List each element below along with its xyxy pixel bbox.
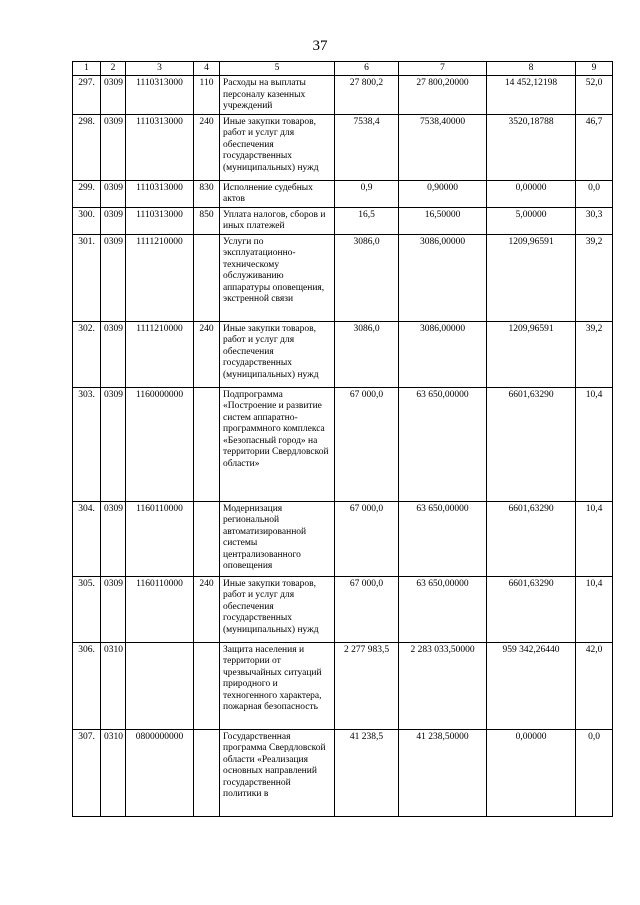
budget-table xyxy=(72,61,613,817)
table-row xyxy=(73,76,613,115)
row-number-cell: 301. xyxy=(73,234,101,321)
target-article-cell: 1110313000 xyxy=(126,180,194,207)
item-name-cell: Подпрограмма «Построение и развитие систем аппаратно-программного комплекса «Безопасный город» на территории Свердловской области» xyxy=(220,387,335,501)
item-name-cell: Иные закупки товаров, работ и услуг для обеспечения государственных (муниципальных) нужд xyxy=(220,114,335,180)
executed-amount-cell: 3520,18788 xyxy=(487,114,576,180)
table-row xyxy=(73,207,613,234)
approved-amount-cell: 63 650,00000 xyxy=(399,576,487,642)
executed-amount-cell: 1209,96591 xyxy=(487,321,576,387)
table-row xyxy=(73,501,613,576)
execution-percent-cell: 42,0 xyxy=(576,642,613,729)
table-row xyxy=(73,114,613,180)
row-number-cell: 305. xyxy=(73,576,101,642)
approved-amount-cell: 63 650,00000 xyxy=(399,501,487,576)
plan-amount-cell: 67 000,0 xyxy=(335,387,399,501)
row-number-cell: 307. xyxy=(73,729,101,816)
expense-type-cell: 240 xyxy=(194,114,220,180)
approved-amount-cell: 63 650,00000 xyxy=(399,387,487,501)
approved-amount-cell: 2 283 033,50000 xyxy=(399,642,487,729)
approved-amount-cell: 27 800,20000 xyxy=(399,76,487,115)
execution-percent-cell: 46,7 xyxy=(576,114,613,180)
executed-amount-cell: 6601,63290 xyxy=(487,387,576,501)
target-article-cell: 1160110000 xyxy=(126,576,194,642)
expense-type-cell xyxy=(194,234,220,321)
page-number: 37 xyxy=(312,38,328,54)
expense-type-cell xyxy=(194,387,220,501)
item-name-cell: Иные закупки товаров, работ и услуг для обеспечения государственных (муниципальных) нужд xyxy=(220,321,335,387)
row-number-cell: 304. xyxy=(73,501,101,576)
executed-amount-cell: 959 342,26440 xyxy=(487,642,576,729)
section-code-cell: 0309 xyxy=(101,234,126,321)
table-row xyxy=(73,234,613,321)
execution-percent-cell: 0,0 xyxy=(576,729,613,816)
table-row xyxy=(73,729,613,816)
column-header: 8 xyxy=(487,62,576,76)
target-article-cell: 1110313000 xyxy=(126,76,194,115)
item-name-cell: Уплата налогов, сборов и иных платежей xyxy=(220,207,335,234)
approved-amount-cell: 3086,00000 xyxy=(399,321,487,387)
plan-amount-cell: 3086,0 xyxy=(335,321,399,387)
section-code-cell: 0309 xyxy=(101,501,126,576)
plan-amount-cell: 67 000,0 xyxy=(335,501,399,576)
row-number-cell: 303. xyxy=(73,387,101,501)
target-article-cell: 1110313000 xyxy=(126,114,194,180)
expense-type-cell: 110 xyxy=(194,76,220,115)
row-number-cell: 298. xyxy=(73,114,101,180)
item-name-cell: Защита населения и территории от чрезвычайных ситуаций природного и техногенного характера, пожарная безопасность xyxy=(220,642,335,729)
row-number-cell: 306. xyxy=(73,642,101,729)
section-code-cell: 0309 xyxy=(101,207,126,234)
execution-percent-cell: 39,2 xyxy=(576,234,613,321)
row-number-cell: 300. xyxy=(73,207,101,234)
plan-amount-cell: 3086,0 xyxy=(335,234,399,321)
approved-amount-cell: 16,50000 xyxy=(399,207,487,234)
item-name-cell: Услуги по эксплуатационно-техническому обслуживанию аппаратуры оповещения, экстренной связи xyxy=(220,234,335,321)
expense-type-cell xyxy=(194,501,220,576)
row-number-cell: 297. xyxy=(73,76,101,115)
item-name-cell: Расходы на выплаты персоналу казенных учреждений xyxy=(220,76,335,115)
row-number-cell: 302. xyxy=(73,321,101,387)
section-code-cell: 0309 xyxy=(101,576,126,642)
execution-percent-cell: 10,4 xyxy=(576,576,613,642)
approved-amount-cell: 7538,40000 xyxy=(399,114,487,180)
section-code-cell: 0310 xyxy=(101,729,126,816)
executed-amount-cell: 0,00000 xyxy=(487,180,576,207)
approved-amount-cell: 3086,00000 xyxy=(399,234,487,321)
section-code-cell: 0309 xyxy=(101,321,126,387)
plan-amount-cell: 67 000,0 xyxy=(335,576,399,642)
executed-amount-cell: 6601,63290 xyxy=(487,501,576,576)
expense-type-cell: 850 xyxy=(194,207,220,234)
item-name-cell: Иные закупки товаров, работ и услуг для обеспечения государственных (муниципальных) нужд xyxy=(220,576,335,642)
plan-amount-cell: 0,9 xyxy=(335,180,399,207)
executed-amount-cell: 1209,96591 xyxy=(487,234,576,321)
expense-type-cell: 240 xyxy=(194,576,220,642)
expense-type-cell: 240 xyxy=(194,321,220,387)
table-row xyxy=(73,387,613,501)
column-header: 7 xyxy=(399,62,487,76)
target-article-cell: 1160110000 xyxy=(126,501,194,576)
table-row xyxy=(73,180,613,207)
row-number-cell: 299. xyxy=(73,180,101,207)
plan-amount-cell: 27 800,2 xyxy=(335,76,399,115)
plan-amount-cell: 41 238,5 xyxy=(335,729,399,816)
execution-percent-cell: 0,0 xyxy=(576,180,613,207)
column-header: 6 xyxy=(335,62,399,76)
column-number-row xyxy=(73,62,613,76)
section-code-cell: 0309 xyxy=(101,76,126,115)
column-header: 5 xyxy=(220,62,335,76)
item-name-cell: Модернизация региональной автоматизированной системы централизованного оповещения xyxy=(220,501,335,576)
plan-amount-cell: 7538,4 xyxy=(335,114,399,180)
executed-amount-cell: 5,00000 xyxy=(487,207,576,234)
plan-amount-cell: 2 277 983,5 xyxy=(335,642,399,729)
executed-amount-cell: 0,00000 xyxy=(487,729,576,816)
column-header: 2 xyxy=(101,62,126,76)
section-code-cell: 0310 xyxy=(101,642,126,729)
column-header: 3 xyxy=(126,62,194,76)
execution-percent-cell: 52,0 xyxy=(576,76,613,115)
target-article-cell: 1111210000 xyxy=(126,321,194,387)
table-row xyxy=(73,576,613,642)
expense-type-cell xyxy=(194,642,220,729)
target-article-cell: 1111210000 xyxy=(126,234,194,321)
table-row xyxy=(73,321,613,387)
executed-amount-cell: 14 452,12198 xyxy=(487,76,576,115)
section-code-cell: 0309 xyxy=(101,387,126,501)
item-name-cell: Исполнение судебных актов xyxy=(220,180,335,207)
section-code-cell: 0309 xyxy=(101,114,126,180)
expense-type-cell xyxy=(194,729,220,816)
executed-amount-cell: 6601,63290 xyxy=(487,576,576,642)
execution-percent-cell: 10,4 xyxy=(576,501,613,576)
target-article-cell: 0800000000 xyxy=(126,729,194,816)
column-header: 9 xyxy=(576,62,613,76)
column-header: 4 xyxy=(194,62,220,76)
target-article-cell xyxy=(126,642,194,729)
item-name-cell: Государственная программа Свердловской области «Реализация основных направлений государственной политики в xyxy=(220,729,335,816)
section-code-cell: 0309 xyxy=(101,180,126,207)
expense-type-cell: 830 xyxy=(194,180,220,207)
execution-percent-cell: 39,2 xyxy=(576,321,613,387)
column-header: 1 xyxy=(73,62,101,76)
plan-amount-cell: 16,5 xyxy=(335,207,399,234)
target-article-cell: 1110313000 xyxy=(126,207,194,234)
target-article-cell: 1160000000 xyxy=(126,387,194,501)
execution-percent-cell: 10,4 xyxy=(576,387,613,501)
table-row xyxy=(73,642,613,729)
approved-amount-cell: 0,90000 xyxy=(399,180,487,207)
approved-amount-cell: 41 238,50000 xyxy=(399,729,487,816)
execution-percent-cell: 30,3 xyxy=(576,207,613,234)
